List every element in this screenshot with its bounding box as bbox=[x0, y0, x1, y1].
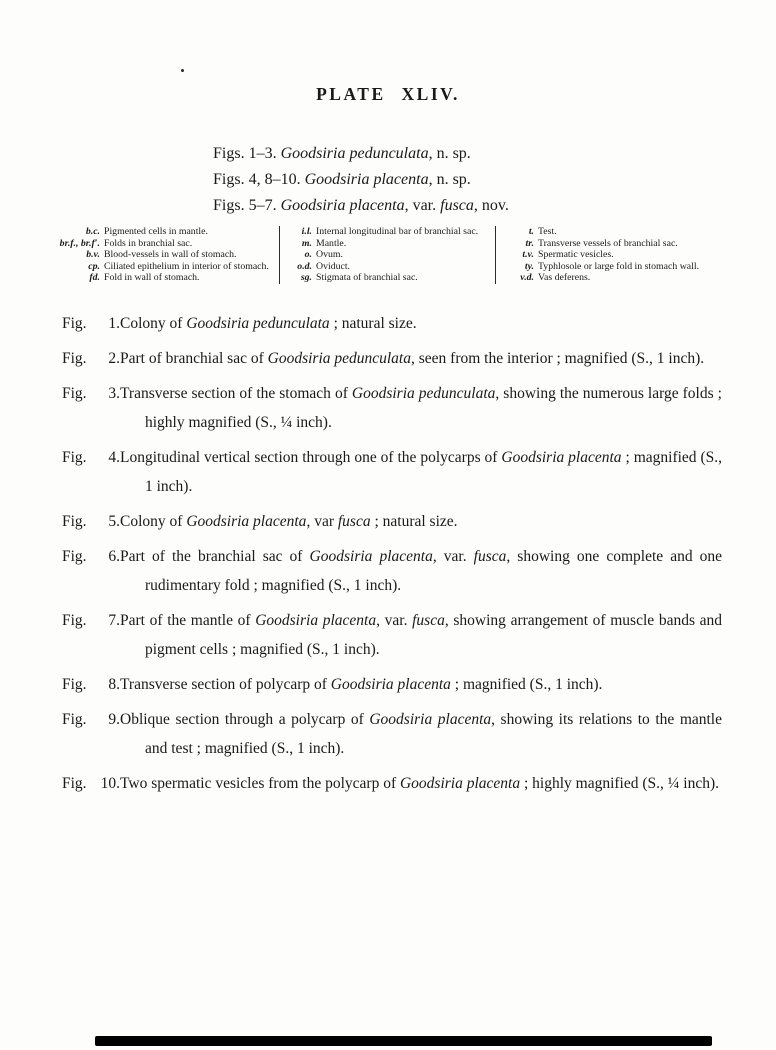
text-run: , showing arrangement of muscle bands and pigment cells ; magnified (S., 1 inch). bbox=[145, 612, 723, 658]
key-description: Vas deferens. bbox=[538, 272, 591, 284]
figure-label-number: 5. bbox=[108, 513, 120, 530]
key-entry bbox=[285, 238, 492, 250]
key-entry bbox=[285, 226, 492, 238]
text-run: , showing one complete and one rudimentary fold ; magnified (S., 1 inch). bbox=[145, 548, 723, 594]
key-abbreviation: t.v. bbox=[522, 249, 534, 261]
figure-label-word: Fig. bbox=[62, 612, 87, 629]
key-description: Transverse vessels of branchial sac. bbox=[538, 237, 678, 249]
key-column bbox=[55, 226, 280, 284]
text-run: , var bbox=[306, 513, 338, 530]
figure-label-word: Fig. bbox=[62, 711, 87, 728]
key-entry bbox=[502, 261, 722, 273]
key-description: Pigmented cells in mantle. bbox=[104, 226, 208, 237]
text-run: , showing its relations to the mantle and test ; magnified (S., 1 inch). bbox=[145, 711, 722, 757]
key-entry bbox=[55, 226, 276, 238]
key-entry bbox=[55, 249, 276, 261]
text-run: Two spermatic vesicles from the polycarp of bbox=[120, 775, 400, 792]
key-entry bbox=[502, 249, 722, 261]
key-abbreviation: o.d. bbox=[297, 260, 312, 272]
figure-label bbox=[62, 379, 120, 437]
key-entry bbox=[502, 238, 722, 250]
figure-caption bbox=[62, 344, 722, 373]
figure-caption-text bbox=[120, 606, 722, 664]
species-name: Goodsiria pedunculata bbox=[280, 145, 429, 162]
text-run: , var. bbox=[432, 548, 474, 565]
scan-artifact-bar bbox=[95, 1036, 712, 1046]
text-run: Longitudinal vertical section through one of the polycarps of bbox=[120, 449, 502, 466]
species-name: Goodsiria placenta bbox=[501, 449, 622, 466]
text-run: ; highly magnified (S., ¼ inch). bbox=[520, 775, 719, 792]
text-run: , n. sp. bbox=[428, 145, 471, 162]
figure-label-word: Fig. bbox=[62, 676, 87, 693]
figure-caption-text bbox=[120, 542, 722, 600]
figure-label-number: 3. bbox=[108, 385, 120, 402]
figure-label-number: 8. bbox=[108, 676, 120, 693]
figure-label bbox=[62, 769, 120, 798]
key-column bbox=[496, 226, 722, 284]
key-description: Test. bbox=[538, 226, 557, 237]
key-entry bbox=[502, 226, 722, 238]
page-title: PLATE XLIV. bbox=[316, 84, 460, 104]
figure-label bbox=[62, 309, 120, 338]
figure-label bbox=[62, 542, 120, 600]
key-entry bbox=[55, 238, 276, 250]
figure-label-word: Fig. bbox=[62, 385, 87, 402]
figure-caption bbox=[62, 443, 722, 501]
species-name: Goodsiria placenta bbox=[255, 612, 377, 629]
species-name: fusca bbox=[473, 548, 507, 565]
key-abbreviation: fd. bbox=[89, 272, 100, 284]
figure-label-word: Fig. bbox=[62, 449, 87, 466]
figure-label bbox=[62, 606, 120, 664]
figure-label-number: 1. bbox=[108, 315, 120, 332]
figure-caption-text bbox=[120, 379, 722, 437]
key-abbreviation: m. bbox=[301, 237, 312, 249]
text-run: ; natural size. bbox=[370, 513, 458, 530]
text-run: Part of the mantle of bbox=[120, 612, 256, 629]
key-entry bbox=[502, 272, 722, 284]
text-run: , seen from the interior ; magnified (S., 1 inch). bbox=[411, 350, 705, 367]
key-entry bbox=[285, 249, 492, 261]
key-abbreviation: sg. bbox=[300, 272, 312, 284]
figure-label-word: Fig. bbox=[62, 350, 87, 367]
figure-label-word: Fig. bbox=[62, 548, 87, 565]
key-abbreviation: ty. bbox=[524, 260, 534, 272]
species-name: Goodsiria placenta bbox=[369, 711, 492, 728]
key-description: Typhlosole or large fold in stomach wall. bbox=[538, 260, 700, 272]
species-name: Goodsiria placenta bbox=[186, 513, 307, 530]
figure-index-line bbox=[213, 193, 509, 219]
text-run: Colony of bbox=[120, 513, 187, 530]
figure-label bbox=[62, 344, 120, 373]
species-name: fusca bbox=[337, 513, 371, 530]
figure-caption bbox=[62, 670, 722, 699]
species-name: Goodsiria placenta bbox=[304, 171, 429, 188]
text-run: ; magnified (S., 1 inch). bbox=[145, 449, 722, 495]
figure-caption-text bbox=[120, 705, 722, 763]
key-description: Mantle. bbox=[316, 237, 347, 249]
key-description: Ciliated epithelium in interior of stomach. bbox=[104, 260, 269, 272]
text-run: Part of the branchial sac of bbox=[120, 548, 310, 565]
figure-label bbox=[62, 670, 120, 699]
text-run: Figs. 4, 8–10. bbox=[213, 171, 305, 188]
text-run: ; natural size. bbox=[329, 315, 417, 332]
figure-caption-text bbox=[120, 769, 722, 798]
key-abbreviation: b.c. bbox=[85, 226, 100, 237]
figure-index bbox=[213, 141, 509, 219]
text-run: Transverse section of polycarp of bbox=[120, 676, 331, 693]
species-name: Goodsiria placenta bbox=[399, 775, 521, 792]
key-description: Spermatic vesicles. bbox=[538, 249, 614, 261]
species-name: fusca bbox=[440, 197, 474, 214]
key-entry bbox=[55, 261, 276, 273]
key-description: Stigmata of branchial sac. bbox=[316, 272, 418, 284]
text-run: Oblique section through a polycarp of bbox=[120, 711, 370, 728]
text-run: , var. bbox=[376, 612, 413, 629]
figure-index-line bbox=[213, 167, 509, 193]
figure-caption bbox=[62, 507, 722, 536]
species-name: Goodsiria placenta bbox=[280, 197, 405, 214]
figure-label-number: 10. bbox=[100, 775, 120, 792]
figure-label-number: 7. bbox=[108, 612, 120, 629]
species-name: Goodsiria pedunculata bbox=[351, 385, 496, 402]
key-abbreviation: t. bbox=[528, 226, 534, 237]
key-abbreviation: tr. bbox=[525, 237, 534, 249]
abbreviation-key bbox=[55, 226, 722, 284]
key-column bbox=[280, 226, 496, 284]
key-abbreviation: br.f., br.f′. bbox=[59, 237, 100, 249]
figure-caption-text bbox=[120, 507, 722, 536]
text-run: Transverse section of the stomach of bbox=[120, 385, 352, 402]
figure-caption bbox=[62, 379, 722, 437]
key-description: Ovum. bbox=[316, 249, 343, 261]
figure-label bbox=[62, 507, 120, 536]
figure-captions bbox=[62, 309, 722, 804]
text-run: , nov. bbox=[473, 197, 509, 214]
figure-caption bbox=[62, 705, 722, 763]
species-name: Goodsiria placenta bbox=[330, 676, 451, 693]
text-run: ; magnified (S., 1 inch). bbox=[450, 676, 603, 693]
key-entry bbox=[285, 272, 492, 284]
figure-label-word: Fig. bbox=[62, 775, 87, 792]
figure-caption bbox=[62, 309, 722, 338]
key-abbreviation: v.d. bbox=[520, 272, 534, 284]
key-abbreviation: cp. bbox=[88, 260, 100, 272]
text-run: , n. sp. bbox=[428, 171, 471, 188]
figure-index-line bbox=[213, 141, 509, 167]
key-entry bbox=[285, 261, 492, 273]
species-name: Goodsiria pedunculata bbox=[186, 315, 330, 332]
figure-caption-text bbox=[120, 309, 722, 338]
figure-caption-text bbox=[120, 443, 722, 501]
figure-caption bbox=[62, 769, 722, 798]
species-name: Goodsiria pedunculata bbox=[267, 350, 411, 367]
key-entry bbox=[55, 272, 276, 284]
key-description: Folds in branchial sac. bbox=[104, 237, 193, 249]
key-abbreviation: o. bbox=[304, 249, 312, 261]
figure-caption-text bbox=[120, 670, 722, 699]
figure-label-word: Fig. bbox=[62, 513, 87, 530]
figure-label-number: 4. bbox=[108, 449, 120, 466]
figure-label bbox=[62, 705, 120, 763]
text-run: Colony of bbox=[120, 315, 187, 332]
key-description: Internal longitudinal bar of branchial sac. bbox=[316, 226, 479, 237]
key-description: Blood-vessels in wall of stomach. bbox=[104, 249, 237, 261]
text-run: Figs. 1–3. bbox=[213, 145, 281, 162]
text-run: Figs. 5–7. bbox=[213, 197, 281, 214]
figure-caption bbox=[62, 606, 722, 664]
text-run: Part of branchial sac of bbox=[120, 350, 268, 367]
ink-speck bbox=[181, 69, 184, 72]
figure-caption bbox=[62, 542, 722, 600]
figure-label-number: 2. bbox=[108, 350, 120, 367]
key-description: Fold in wall of stomach. bbox=[104, 272, 200, 284]
text-run: , showing the numerous large folds ; highly magnified (S., ¼ inch). bbox=[145, 385, 722, 431]
species-name: fusca bbox=[412, 612, 445, 629]
key-abbreviation: b.v. bbox=[86, 249, 100, 261]
figure-label-number: 9. bbox=[108, 711, 120, 728]
figure-caption-text bbox=[120, 344, 722, 373]
species-name: Goodsiria placenta bbox=[309, 548, 433, 565]
key-abbreviation: i.l. bbox=[301, 226, 312, 237]
figure-label-number: 6. bbox=[108, 548, 120, 565]
key-description: Oviduct. bbox=[316, 260, 351, 272]
figure-label bbox=[62, 443, 120, 501]
figure-label-word: Fig. bbox=[62, 315, 87, 332]
text-run: , var. bbox=[404, 197, 441, 214]
